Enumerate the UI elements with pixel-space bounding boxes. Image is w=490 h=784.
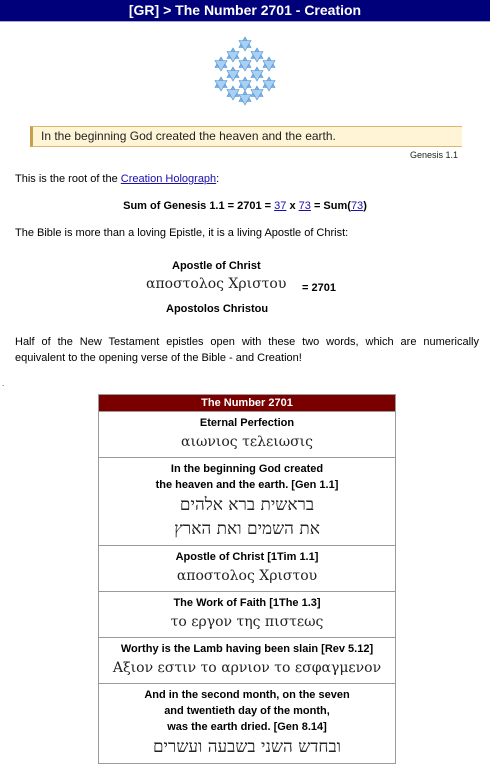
creation-holograph-link[interactable]: Creation Holograph: [120, 173, 217, 185]
row-label: Apostle of Christ [1Tim 1.1]: [175, 551, 319, 563]
table-row: [99, 412, 396, 458]
sum-line: [0, 200, 490, 212]
link-37[interactable]: 37: [274, 200, 287, 212]
intro-suffix: :: [216, 173, 220, 185]
row-greek: Αξιον εστιν το αρνιον το εσφαγμενον: [112, 660, 382, 676]
row-label: was the earth dried. [Gen 8.14]: [167, 721, 327, 733]
row-greek: αιωνιος τελειωσις: [181, 434, 313, 450]
row-greek: το εργον της πιστεως: [170, 614, 324, 630]
intro-prefix: This is the root of the: [15, 173, 121, 185]
row-label: and twentieth day of the month,: [164, 705, 330, 717]
row-label: And in the second month, on the seven: [144, 689, 350, 701]
verse-reference: Genesis 1.1: [409, 150, 458, 160]
row-hebrew: ובחדש השני בשבעה ועשרים: [152, 737, 342, 757]
table-row: [99, 592, 396, 638]
verse-text: In the beginning God created the heaven and the earth.: [41, 129, 336, 143]
number-2701-table: [98, 394, 396, 764]
breadcrumb-gr-link[interactable]: [GR]: [128, 2, 160, 18]
apostle-greek: αποστολος Χριστου: [146, 276, 287, 292]
apostle-heading: Apostle of Christ: [172, 260, 261, 272]
epistles-paragraph: Half of the New Testament epistles open with these two words, which are numerically equivalent to the opening verse of the Bible - and Creation!: [15, 336, 479, 364]
link-sum-73[interactable]: 73: [350, 200, 364, 212]
table-row: [99, 458, 396, 546]
table-row: [99, 684, 396, 764]
sum-prefix: Sum of Genesis 1.1 = 2701 =: [123, 200, 275, 212]
breadcrumb-separator: >: [159, 2, 176, 18]
sum-end: ): [363, 200, 367, 212]
row-label: Eternal Perfection: [199, 417, 295, 429]
row-label: Worthy is the Lamb having been slain [Rev 5.12]: [120, 643, 374, 655]
table-header: The Number 2701: [99, 395, 396, 412]
stray-dot: .: [2, 379, 5, 388]
table-row: [99, 638, 396, 684]
page-header: [0, 0, 490, 22]
row-greek: αποστολος Χριστου: [176, 568, 318, 584]
row-hebrew: את השמים ואת הארץ: [174, 519, 320, 539]
row-label: In the beginning God created: [170, 463, 324, 475]
apostle-intro: The Bible is more than a loving Epistle, it is a living Apostle of Christ:: [15, 227, 349, 239]
apostle-transliteration: Apostolos Christou: [166, 303, 269, 315]
link-73[interactable]: 73: [298, 200, 311, 212]
row-hebrew: בראשית ברא אלהים: [179, 495, 315, 515]
sum-times: x: [286, 200, 299, 212]
row-label: The Work of Faith [1The 1.3]: [173, 597, 321, 609]
intro-line: [15, 173, 219, 185]
table-row: [99, 546, 396, 592]
verse-callout: [30, 126, 462, 147]
page-title: The Number 2701 - Creation: [175, 2, 362, 18]
star-cluster-icon: [214, 36, 276, 106]
apostle-equals: = 2701: [302, 282, 336, 294]
sum-middle: = Sum(: [310, 200, 351, 212]
row-label: the heaven and the earth. [Gen 1.1]: [155, 479, 339, 491]
